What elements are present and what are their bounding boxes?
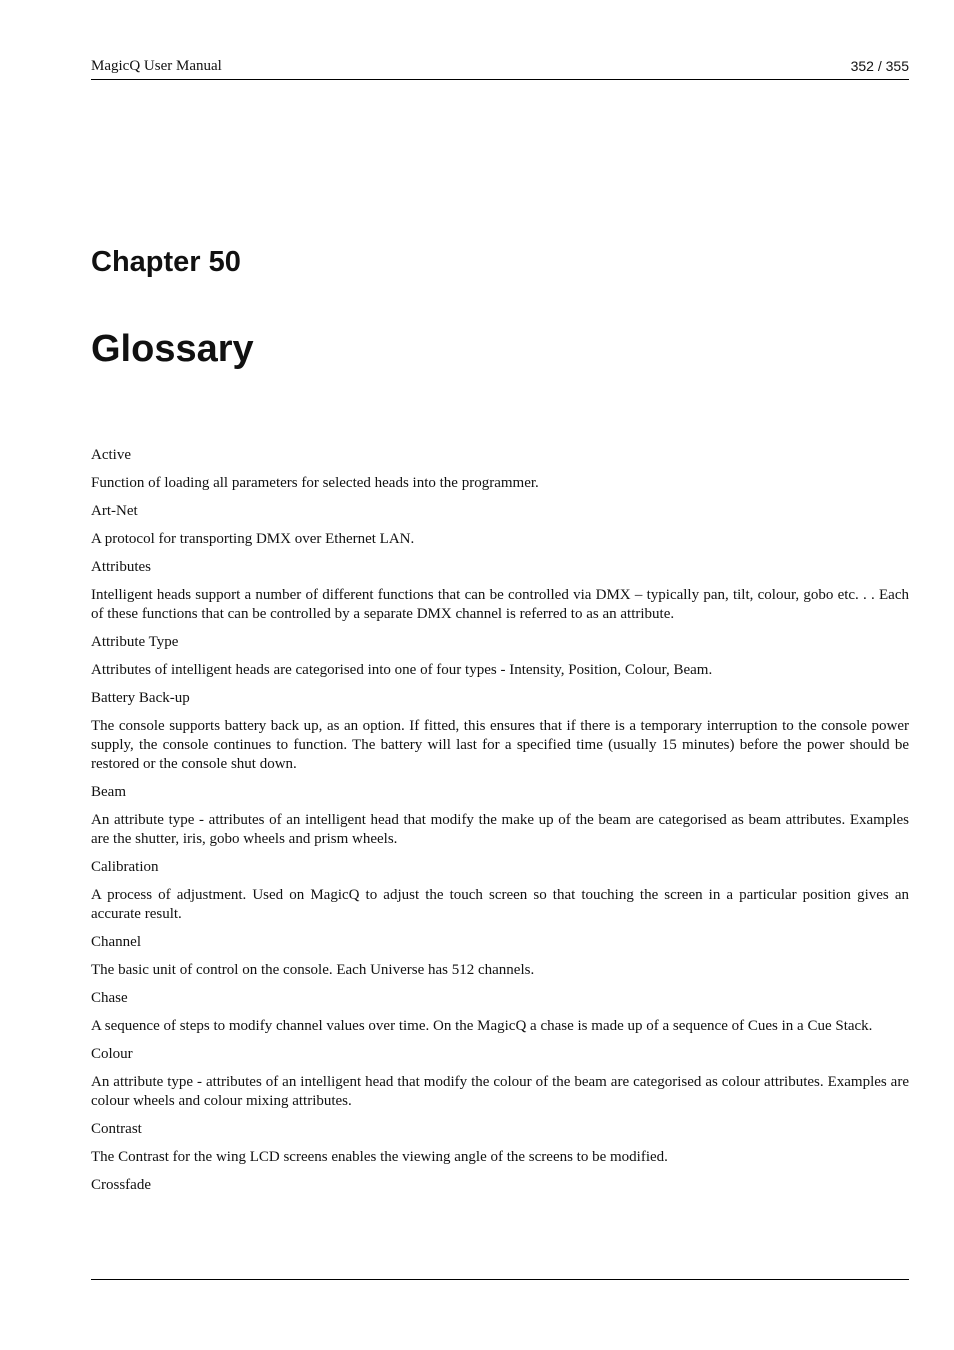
glossary-definition-beam: An attribute type - attributes of an intelligent head that modify the make up of the beam are categorised as beam attributes. Examples are the shutter, iris, gobo wheels and prism wheels. [91,812,909,847]
chapter-title: Glossary [91,328,254,370]
glossary-term-battery-back-up: Battery Back-up [91,690,190,706]
glossary-term-colour: Colour [91,1046,133,1062]
glossary-term-beam: Beam [91,784,126,800]
glossary-term-channel: Channel [91,934,141,950]
glossary-list [91,446,909,1204]
glossary-term-attribute-type: Attribute Type [91,634,179,650]
glossary-definition-attribute-type: Attributes of intelligent heads are categorised into one of four types - Intensity, Position, Colour, Beam. [91,662,713,678]
glossary-definition-colour: An attribute type - attributes of an intelligent head that modify the colour of the beam are categorised as colour attributes. Examples are colour wheels and colour mixing attributes. [91,1074,909,1109]
footer-rule [91,1279,909,1280]
glossary-definition-attributes: Intelligent heads support a number of different functions that can be controlled via DMX – typically pan, tilt, colour, gobo etc. . . Each of these functions that can be controlled by a separate DMX channel is referred to as an attribute. [91,587,909,622]
glossary-term-crossfade: Crossfade [91,1177,151,1193]
glossary-definition-chase: A sequence of steps to modify channel values over time. On the MagicQ a chase is made up of a sequence of Cues in a Cue Stack. [91,1018,873,1034]
glossary-term-active: Active [91,447,131,463]
glossary-term-attributes: Attributes [91,559,151,575]
glossary-definition-channel: The basic unit of control on the console. Each Universe has 512 channels. [91,962,535,978]
glossary-definition-contrast: The Contrast for the wing LCD screens enables the viewing angle of the screens to be modified. [91,1149,668,1165]
page-number: 352 / 355 [850,58,909,74]
glossary-definition-art-net: A protocol for transporting DMX over Ethernet LAN. [91,531,415,547]
chapter-label: Chapter 50 [91,246,241,278]
glossary-term-art-net: Art-Net [91,503,138,519]
page-header [91,57,909,80]
glossary-term-contrast: Contrast [91,1121,142,1137]
document-title: MagicQ User Manual [91,58,222,74]
glossary-term-chase: Chase [91,990,128,1006]
glossary-definition-active: Function of loading all parameters for selected heads into the programmer. [91,475,539,491]
glossary-term-calibration: Calibration [91,859,159,875]
glossary-definition-calibration: A process of adjustment. Used on MagicQ to adjust the touch screen so that touching the screen in a particular position gives an accurate result. [91,887,909,922]
glossary-definition-battery-back-up: The console supports battery back up, as an option. If fitted, this ensures that if there is a temporary interruption to the console power supply, the console continues to function. The battery will last for a specified time (usually 15 minutes) before the power should be restored or the console shut down. [91,718,909,772]
